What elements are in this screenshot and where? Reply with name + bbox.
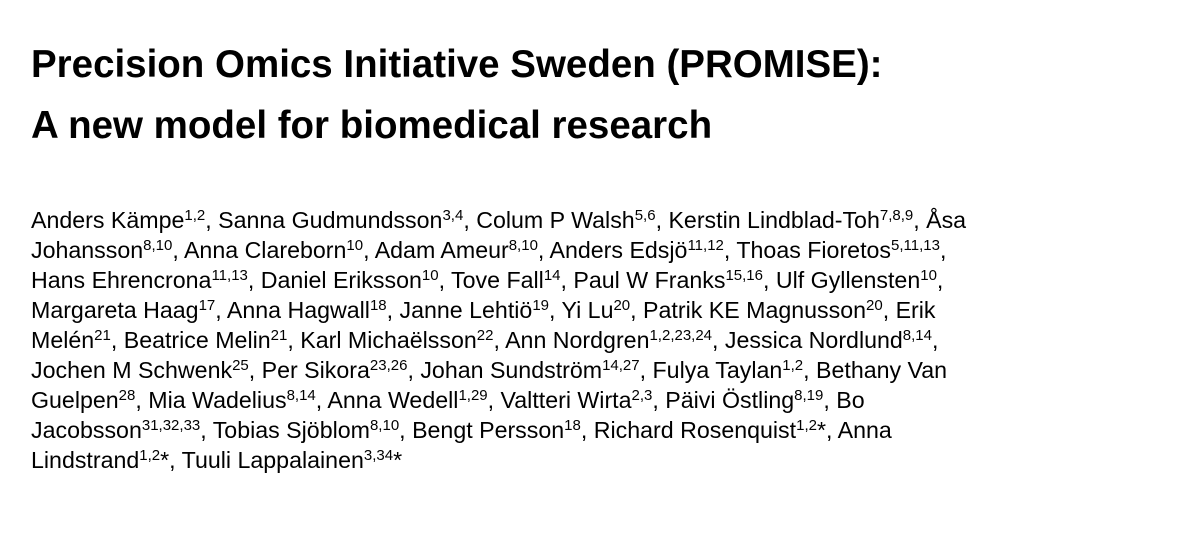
author-line [31, 445, 1181, 475]
author-name: Thoas Fioretos [736, 237, 892, 263]
author-affiliation: 21 [270, 326, 288, 344]
author-line [31, 295, 1181, 325]
author-affiliation: 1,29 [458, 386, 488, 404]
author-separator: , [407, 357, 421, 383]
author-line [31, 325, 1181, 355]
author-name: Johan Sundström [420, 357, 603, 383]
author-separator: , [549, 297, 562, 323]
author-affiliation: 11,12 [687, 236, 724, 254]
author-separator: , [639, 357, 653, 383]
author-affiliation: 1,2 [184, 206, 206, 224]
author-separator: , Erik [882, 297, 936, 323]
author-name: Anders Edsjö [549, 237, 688, 263]
author-separator: , [939, 237, 947, 263]
author-separator: , [936, 267, 944, 293]
author-name: Anna Wedell [327, 387, 459, 413]
author-name: Daniel Eriksson [260, 267, 422, 293]
author-affiliation: 31,32,33 [141, 416, 201, 434]
author-separator: *, [160, 447, 182, 473]
author-line [31, 415, 1181, 445]
author-name: Melén [31, 327, 95, 353]
author-separator: , [487, 387, 501, 413]
author-line [31, 235, 1181, 265]
author-name: Paul W Franks [573, 267, 726, 293]
author-line [31, 205, 1181, 235]
author-name: Tobias Sjöblom [212, 417, 370, 443]
author-affiliation: 21 [94, 326, 111, 344]
author-separator: , [386, 297, 400, 323]
author-name: Guelpen [31, 387, 119, 413]
author-separator: , [200, 417, 213, 443]
author-name: Fulya Taylan [652, 357, 783, 383]
author-name: Colum P Walsh [476, 207, 635, 233]
author-separator: , [630, 297, 644, 323]
author-name: Johansson [31, 237, 144, 263]
author-name: Margareta Haag [31, 297, 199, 323]
author-name: Tuuli Lappalainen [181, 447, 364, 473]
author-affiliation: 25 [232, 356, 249, 374]
author-affiliation: 8,14 [902, 326, 932, 344]
author-line [31, 265, 1181, 295]
author-affiliation: 1,2 [782, 356, 804, 374]
author-name: Anders Kämpe [31, 207, 185, 233]
author-name: Ulf Gyllensten [775, 267, 921, 293]
author-affiliation: 17 [198, 296, 216, 314]
author-separator: , Åsa [913, 207, 967, 233]
author-name: Hans Ehrencrona [31, 267, 212, 293]
author-affiliation: 14 [543, 266, 561, 284]
author-separator: , [399, 417, 413, 443]
author-separator: * [393, 447, 403, 473]
author-separator: , [287, 327, 301, 353]
author-name: Jacobsson [31, 417, 142, 443]
author-affiliation: 3,4 [442, 206, 464, 224]
author-separator: , [315, 387, 328, 413]
author-separator: , [723, 237, 737, 263]
author-separator: , [363, 237, 375, 263]
author-affiliation: 1,2,23,24 [649, 326, 713, 344]
author-name: Tove Fall [451, 267, 544, 293]
author-affiliation: 1,2 [139, 446, 161, 464]
author-name: Karl Michaëlsson [300, 327, 477, 353]
author-affiliation: 3,34 [363, 446, 394, 464]
author-name: Beatrice Melin [123, 327, 271, 353]
author-affiliation: 1,2 [796, 416, 817, 434]
author-list [31, 205, 1181, 475]
author-name: Mia Wadelius [148, 387, 287, 413]
author-affiliation: 8,10 [143, 236, 173, 254]
author-affiliation: 5,6 [634, 206, 656, 224]
author-name: Adam Ameur [374, 237, 509, 263]
author-name: Valtteri Wirta [500, 387, 632, 413]
author-separator: *, Anna [816, 417, 892, 443]
author-affiliation: 15,16 [725, 266, 763, 284]
author-affiliation: 20 [613, 296, 631, 314]
author-name: Jessica Nordlund [724, 327, 903, 353]
author-separator: , [580, 417, 594, 443]
author-separator: , [172, 237, 184, 263]
author-name: Richard Rosenquist [593, 417, 797, 443]
author-line [31, 355, 1181, 385]
author-separator: , [560, 267, 574, 293]
author-separator: , [763, 267, 776, 293]
author-separator: , [205, 207, 219, 233]
author-name: Bengt Persson [412, 417, 565, 443]
author-affiliation: 10 [346, 236, 364, 254]
author-affiliation: 8,14 [286, 386, 316, 404]
author-name: Sanna Gudmundsson [218, 207, 443, 233]
author-affiliation: 20 [866, 296, 883, 314]
author-name: Anna Clareborn [183, 237, 347, 263]
author-name: Per Sikora [261, 357, 370, 383]
author-name: Janne Lehtiö [399, 297, 533, 323]
author-separator: , [537, 237, 550, 263]
author-separator: , [463, 207, 477, 233]
author-separator: , [135, 387, 149, 413]
title-line-1: Precision Omics Initiative Sweden (PROMISE): [31, 43, 883, 86]
author-separator: , [931, 327, 939, 353]
author-separator: , [110, 327, 124, 353]
author-affiliation: 18 [564, 416, 581, 434]
author-line [31, 385, 1181, 415]
author-affiliation: 7,8,9 [879, 206, 914, 224]
author-affiliation: 28 [118, 386, 136, 404]
author-affiliation: 10 [920, 266, 937, 284]
paper-title [31, 34, 1171, 156]
author-affiliation: 8,10 [369, 416, 400, 434]
author-name: Jochen M Schwenk [31, 357, 233, 383]
author-affiliation: 22 [476, 326, 494, 344]
author-name: Ann Nordgren [505, 327, 650, 353]
author-name: Päivi Östling [665, 387, 795, 413]
author-affiliation: 10 [421, 266, 439, 284]
author-separator: , Bo [823, 387, 865, 413]
author-affiliation: 18 [369, 296, 387, 314]
author-name: Kerstin Lindblad-Toh [668, 207, 880, 233]
author-affiliation: 19 [532, 296, 549, 314]
author-name: Yi Lu [561, 297, 614, 323]
author-affiliation: 11,13 [211, 266, 248, 284]
author-separator: , [215, 297, 227, 323]
author-separator: , [712, 327, 725, 353]
author-affiliation: 23,26 [369, 356, 408, 374]
author-affiliation: 14,27 [602, 356, 640, 374]
author-name: Anna Hagwall [226, 297, 370, 323]
author-separator: , [247, 267, 261, 293]
author-separator: , [652, 387, 666, 413]
author-affiliation: 8,10 [508, 236, 538, 254]
author-separator: , Bethany Van [803, 357, 948, 383]
author-separator: , [248, 357, 262, 383]
author-affiliation: 8,19 [794, 386, 824, 404]
author-name: Patrik KE Magnusson [643, 297, 867, 323]
author-separator: , [655, 207, 669, 233]
author-separator: , [493, 327, 506, 353]
author-affiliation: 5,11,13 [891, 236, 940, 254]
author-separator: , [438, 267, 452, 293]
title-line-2: A new model for biomedical research [31, 104, 713, 147]
author-name: Lindstrand [31, 447, 140, 473]
author-affiliation: 2,3 [631, 386, 653, 404]
